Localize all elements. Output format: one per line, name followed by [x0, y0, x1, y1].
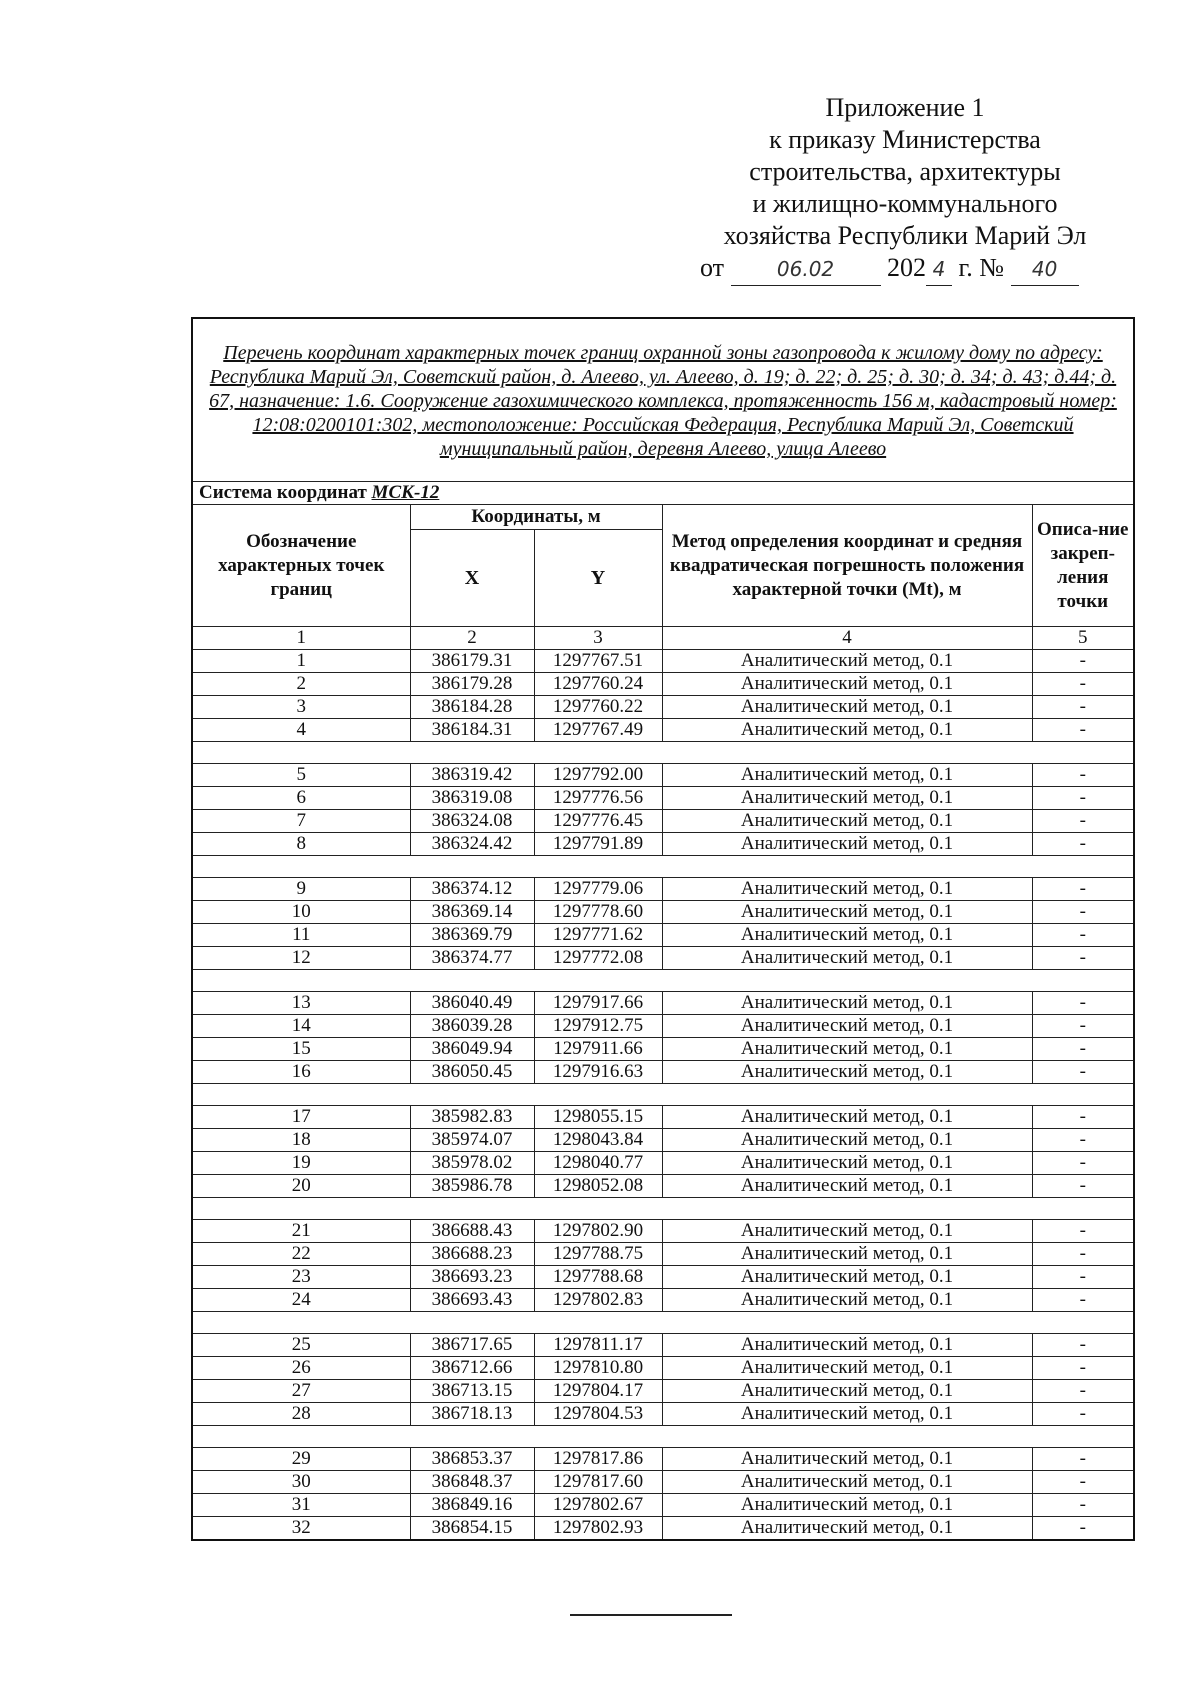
point-number-cell: 11: [192, 924, 410, 947]
column-number: 5: [1032, 627, 1134, 650]
x-coordinate-cell: 386718.13: [410, 1403, 534, 1426]
point-number-cell: 26: [192, 1357, 410, 1380]
x-coordinate-cell: 386319.08: [410, 787, 534, 810]
table-row: [192, 1289, 1134, 1312]
separator-cell: [192, 1312, 410, 1334]
x-coordinate-cell: 386717.65: [410, 1334, 534, 1357]
x-coordinate-cell: 385978.02: [410, 1152, 534, 1175]
handwritten-year-digit: 4: [926, 253, 952, 286]
separator-cell: [410, 970, 534, 992]
table-row: [192, 924, 1134, 947]
y-coordinate-cell: 1297804.17: [534, 1380, 662, 1403]
y-coordinate-cell: 1297917.66: [534, 992, 662, 1015]
method-cell: Аналитический метод, 0.1: [662, 1243, 1032, 1266]
point-number-cell: 24: [192, 1289, 410, 1312]
x-coordinate-cell: 386712.66: [410, 1357, 534, 1380]
description-cell: -: [1032, 764, 1134, 787]
table-row: [192, 1448, 1134, 1471]
table-row: [192, 878, 1134, 901]
method-cell: Аналитический метод, 0.1: [662, 1357, 1032, 1380]
separator-cell: [192, 856, 410, 878]
point-number-cell: 22: [192, 1243, 410, 1266]
x-coordinate-cell: 386693.43: [410, 1289, 534, 1312]
separator-cell: [534, 1198, 662, 1220]
x-coordinate-cell: 386853.37: [410, 1448, 534, 1471]
x-coordinate-cell: 385974.07: [410, 1129, 534, 1152]
y-coordinate-cell: 1297817.60: [534, 1471, 662, 1494]
description-cell: -: [1032, 992, 1134, 1015]
method-cell: Аналитический метод, 0.1: [662, 764, 1032, 787]
separator-cell: [192, 1084, 410, 1106]
separator-cell: [410, 742, 534, 764]
point-number-cell: 19: [192, 1152, 410, 1175]
header-method: Метод определения координат и средняя квадратическая погрешность положения характерной точки (Mt), м: [662, 505, 1032, 627]
method-cell: Аналитический метод, 0.1: [662, 787, 1032, 810]
x-coordinate-cell: 385982.83: [410, 1106, 534, 1129]
method-cell: Аналитический метод, 0.1: [662, 1403, 1032, 1426]
separator-cell: [410, 1426, 534, 1448]
y-coordinate-cell: 1298055.15: [534, 1106, 662, 1129]
point-number-cell: 25: [192, 1334, 410, 1357]
y-coordinate-cell: 1297776.45: [534, 810, 662, 833]
description-cell: -: [1032, 1403, 1134, 1426]
point-number-cell: 18: [192, 1129, 410, 1152]
separator-cell: [662, 1198, 1032, 1220]
appendix-header: [690, 92, 1120, 286]
handwritten-date: 06.02: [731, 253, 881, 286]
column-number: 4: [662, 627, 1032, 650]
table-row: [192, 1243, 1134, 1266]
y-coordinate-cell: 1297767.51: [534, 650, 662, 673]
separator-cell: [410, 856, 534, 878]
x-coordinate-cell: 386713.15: [410, 1380, 534, 1403]
table-row: [192, 1129, 1134, 1152]
group-separator-row: [192, 970, 1134, 992]
method-cell: Аналитический метод, 0.1: [662, 947, 1032, 970]
x-coordinate-cell: 386050.45: [410, 1061, 534, 1084]
method-cell: Аналитический метод, 0.1: [662, 1061, 1032, 1084]
table-row: [192, 1061, 1134, 1084]
point-number-cell: 10: [192, 901, 410, 924]
description-cell: -: [1032, 1471, 1134, 1494]
point-number-cell: 16: [192, 1061, 410, 1084]
method-cell: Аналитический метод, 0.1: [662, 696, 1032, 719]
y-coordinate-cell: 1297772.08: [534, 947, 662, 970]
description-cell: -: [1032, 1448, 1134, 1471]
table-row: [192, 787, 1134, 810]
method-cell: Аналитический метод, 0.1: [662, 1471, 1032, 1494]
method-cell: Аналитический метод, 0.1: [662, 992, 1032, 1015]
x-coordinate-cell: 386849.16: [410, 1494, 534, 1517]
table-row: [192, 901, 1134, 924]
method-cell: Аналитический метод, 0.1: [662, 833, 1032, 856]
separator-cell: [192, 742, 410, 764]
separator-cell: [410, 1084, 534, 1106]
table-row: [192, 1517, 1134, 1541]
method-cell: Аналитический метод, 0.1: [662, 924, 1032, 947]
separator-cell: [1032, 856, 1134, 878]
description-cell: -: [1032, 650, 1134, 673]
point-number-cell: 13: [192, 992, 410, 1015]
point-number-cell: 5: [192, 764, 410, 787]
description-cell: -: [1032, 1106, 1134, 1129]
coordinate-system-label: Система координат: [199, 482, 367, 503]
y-coordinate-cell: 1298052.08: [534, 1175, 662, 1198]
ministry-line-3: хозяйства Республики Марий Эл: [723, 221, 1087, 250]
description-cell: -: [1032, 1494, 1134, 1517]
x-coordinate-cell: 385986.78: [410, 1175, 534, 1198]
description-cell: -: [1032, 1517, 1134, 1541]
y-coordinate-cell: 1297779.06: [534, 878, 662, 901]
method-cell: Аналитический метод, 0.1: [662, 1106, 1032, 1129]
separator-cell: [534, 742, 662, 764]
coordinates-table: [191, 317, 1135, 1541]
table-row: [192, 1334, 1134, 1357]
separator-cell: [192, 1198, 410, 1220]
method-cell: Аналитический метод, 0.1: [662, 1175, 1032, 1198]
separator-cell: [534, 1084, 662, 1106]
point-number-cell: 8: [192, 833, 410, 856]
header-coordinates: Координаты, м: [410, 505, 662, 530]
separator-cell: [662, 970, 1032, 992]
header-description: Описа-ние закреп-ления точки: [1032, 505, 1134, 627]
x-coordinate-cell: 386693.23: [410, 1266, 534, 1289]
description-cell: -: [1032, 1015, 1134, 1038]
table-row: [192, 1357, 1134, 1380]
separator-cell: [1032, 1426, 1134, 1448]
x-coordinate-cell: 386324.42: [410, 833, 534, 856]
description-cell: -: [1032, 696, 1134, 719]
method-cell: Аналитический метод, 0.1: [662, 1220, 1032, 1243]
order-line: к приказу Министерства: [769, 125, 1041, 154]
point-number-cell: 14: [192, 1015, 410, 1038]
description-cell: -: [1032, 1289, 1134, 1312]
separator-cell: [1032, 970, 1134, 992]
point-number-cell: 15: [192, 1038, 410, 1061]
y-coordinate-cell: 1297817.86: [534, 1448, 662, 1471]
x-coordinate-cell: 386688.43: [410, 1220, 534, 1243]
separator-cell: [1032, 742, 1134, 764]
method-cell: Аналитический метод, 0.1: [662, 1289, 1032, 1312]
point-number-cell: 2: [192, 673, 410, 696]
y-coordinate-cell: 1297802.90: [534, 1220, 662, 1243]
method-cell: Аналитический метод, 0.1: [662, 901, 1032, 924]
footer-divider: [570, 1614, 732, 1616]
table-row: [192, 719, 1134, 742]
point-number-cell: 6: [192, 787, 410, 810]
y-coordinate-cell: 1297811.17: [534, 1334, 662, 1357]
y-coordinate-cell: 1297912.75: [534, 1015, 662, 1038]
point-number-cell: 31: [192, 1494, 410, 1517]
table-row: [192, 833, 1134, 856]
y-coordinate-cell: 1297792.00: [534, 764, 662, 787]
table-row: [192, 1015, 1134, 1038]
method-cell: Аналитический метод, 0.1: [662, 650, 1032, 673]
point-number-cell: 3: [192, 696, 410, 719]
description-cell: -: [1032, 673, 1134, 696]
column-number: 2: [410, 627, 534, 650]
x-coordinate-cell: 386369.14: [410, 901, 534, 924]
table-row: [192, 1220, 1134, 1243]
method-cell: Аналитический метод, 0.1: [662, 1517, 1032, 1541]
ministry-line-2: и жилищно-коммунального: [752, 189, 1058, 218]
x-coordinate-cell: 386854.15: [410, 1517, 534, 1541]
point-number-cell: 4: [192, 719, 410, 742]
separator-cell: [534, 856, 662, 878]
point-number-cell: 28: [192, 1403, 410, 1426]
point-number-cell: 9: [192, 878, 410, 901]
group-separator-row: [192, 1426, 1134, 1448]
group-separator-row: [192, 742, 1134, 764]
description-cell: -: [1032, 1175, 1134, 1198]
x-coordinate-cell: 386848.37: [410, 1471, 534, 1494]
point-number-cell: 23: [192, 1266, 410, 1289]
x-coordinate-cell: 386179.31: [410, 650, 534, 673]
description-cell: -: [1032, 878, 1134, 901]
number-prefix: г. №: [958, 253, 1005, 282]
separator-cell: [662, 1084, 1032, 1106]
y-coordinate-cell: 1297804.53: [534, 1403, 662, 1426]
x-coordinate-cell: 386179.28: [410, 673, 534, 696]
description-cell: -: [1032, 1129, 1134, 1152]
header-x: X: [410, 530, 534, 627]
coordinate-system: [192, 482, 1134, 505]
description-cell: -: [1032, 924, 1134, 947]
description-cell: -: [1032, 1243, 1134, 1266]
method-cell: Аналитический метод, 0.1: [662, 1494, 1032, 1517]
x-coordinate-cell: 386049.94: [410, 1038, 534, 1061]
point-number-cell: 30: [192, 1471, 410, 1494]
method-cell: Аналитический метод, 0.1: [662, 1152, 1032, 1175]
method-cell: Аналитический метод, 0.1: [662, 1038, 1032, 1061]
separator-cell: [534, 1426, 662, 1448]
ministry-line-1: строительства, архитектуры: [749, 157, 1061, 186]
x-coordinate-cell: 386040.49: [410, 992, 534, 1015]
description-cell: -: [1032, 719, 1134, 742]
table-row: [192, 1152, 1134, 1175]
y-coordinate-cell: 1297788.68: [534, 1266, 662, 1289]
header-point-designation: Обозначение характерных точек границ: [192, 505, 410, 627]
description-cell: -: [1032, 1266, 1134, 1289]
table-row: [192, 810, 1134, 833]
year-prefix: 202: [887, 253, 927, 282]
date-prefix: от: [700, 253, 725, 282]
description-cell: -: [1032, 1380, 1134, 1403]
y-coordinate-cell: 1297767.49: [534, 719, 662, 742]
y-coordinate-cell: 1297791.89: [534, 833, 662, 856]
y-coordinate-cell: 1297778.60: [534, 901, 662, 924]
separator-cell: [662, 1312, 1032, 1334]
coordinate-system-value: МСК-12: [371, 482, 440, 503]
y-coordinate-cell: 1297802.93: [534, 1517, 662, 1541]
point-number-cell: 1: [192, 650, 410, 673]
x-coordinate-cell: 386374.12: [410, 878, 534, 901]
point-number-cell: 12: [192, 947, 410, 970]
y-coordinate-cell: 1297760.24: [534, 673, 662, 696]
x-coordinate-cell: 386324.08: [410, 810, 534, 833]
description-cell: -: [1032, 1061, 1134, 1084]
y-coordinate-cell: 1297916.63: [534, 1061, 662, 1084]
point-number-cell: 21: [192, 1220, 410, 1243]
point-number-cell: 7: [192, 810, 410, 833]
description-cell: -: [1032, 1220, 1134, 1243]
separator-cell: [1032, 1198, 1134, 1220]
method-cell: Аналитический метод, 0.1: [662, 1448, 1032, 1471]
separator-cell: [662, 1426, 1032, 1448]
x-coordinate-cell: 386184.31: [410, 719, 534, 742]
table-row: [192, 1106, 1134, 1129]
point-number-cell: 17: [192, 1106, 410, 1129]
table-row: [192, 673, 1134, 696]
column-number: 1: [192, 627, 410, 650]
method-cell: Аналитический метод, 0.1: [662, 810, 1032, 833]
y-coordinate-cell: 1297911.66: [534, 1038, 662, 1061]
method-cell: Аналитический метод, 0.1: [662, 1129, 1032, 1152]
y-coordinate-cell: 1298040.77: [534, 1152, 662, 1175]
separator-cell: [534, 970, 662, 992]
table-row: [192, 1403, 1134, 1426]
point-number-cell: 32: [192, 1517, 410, 1541]
description-cell: -: [1032, 833, 1134, 856]
x-coordinate-cell: 386688.23: [410, 1243, 534, 1266]
table-row: [192, 696, 1134, 719]
separator-cell: [662, 856, 1032, 878]
separator-cell: [534, 1312, 662, 1334]
table-row: [192, 947, 1134, 970]
separator-cell: [410, 1198, 534, 1220]
table-caption: Перечень координат характерных точек границ охранной зоны газопровода к жилому дому по адресу: Республика Марий Эл, Советский район, д. Алеево, ул. Алеево, д. 19; д. 22; д. 25; д. 30; д. 34; д. 43; д.44; д. 67, назначение: 1.6. Сооружение газохимического комплекса, протяженность 156 м, кадастровый номер: 12:08:0200101:302, местоположение: Российская Федерация, Республика Марий Эл, Советский муниципальный район, деревня Алеево, улица Алеево: [192, 318, 1134, 482]
separator-cell: [410, 1312, 534, 1334]
y-coordinate-cell: 1297810.80: [534, 1357, 662, 1380]
table-row: [192, 1471, 1134, 1494]
x-coordinate-cell: 386369.79: [410, 924, 534, 947]
y-coordinate-cell: 1297788.75: [534, 1243, 662, 1266]
description-cell: -: [1032, 901, 1134, 924]
y-coordinate-cell: 1297802.67: [534, 1494, 662, 1517]
description-cell: -: [1032, 1334, 1134, 1357]
x-coordinate-cell: 386039.28: [410, 1015, 534, 1038]
description-cell: -: [1032, 1038, 1134, 1061]
y-coordinate-cell: 1297802.83: [534, 1289, 662, 1312]
separator-cell: [1032, 1312, 1134, 1334]
column-number-row: [192, 627, 1134, 650]
separator-cell: [662, 742, 1032, 764]
table-row: [192, 1175, 1134, 1198]
x-coordinate-cell: 386319.42: [410, 764, 534, 787]
header-y: Y: [534, 530, 662, 627]
point-number-cell: 29: [192, 1448, 410, 1471]
description-cell: -: [1032, 1357, 1134, 1380]
separator-cell: [1032, 1084, 1134, 1106]
handwritten-order-number: 40: [1011, 253, 1079, 286]
table-row: [192, 1266, 1134, 1289]
method-cell: Аналитический метод, 0.1: [662, 878, 1032, 901]
x-coordinate-cell: 386374.77: [410, 947, 534, 970]
table-row: [192, 992, 1134, 1015]
method-cell: Аналитический метод, 0.1: [662, 1334, 1032, 1357]
x-coordinate-cell: 386184.28: [410, 696, 534, 719]
description-cell: -: [1032, 1152, 1134, 1175]
table-row: [192, 1380, 1134, 1403]
table-row: [192, 1038, 1134, 1061]
table-row: [192, 764, 1134, 787]
column-number: 3: [534, 627, 662, 650]
group-separator-row: [192, 1312, 1134, 1334]
separator-cell: [192, 1426, 410, 1448]
method-cell: Аналитический метод, 0.1: [662, 1015, 1032, 1038]
point-number-cell: 27: [192, 1380, 410, 1403]
group-separator-row: [192, 1084, 1134, 1106]
order-date-line: [690, 252, 1120, 286]
y-coordinate-cell: 1297760.22: [534, 696, 662, 719]
method-cell: Аналитический метод, 0.1: [662, 1266, 1032, 1289]
point-number-cell: 20: [192, 1175, 410, 1198]
description-cell: -: [1032, 947, 1134, 970]
y-coordinate-cell: 1297776.56: [534, 787, 662, 810]
table-row: [192, 1494, 1134, 1517]
group-separator-row: [192, 1198, 1134, 1220]
method-cell: Аналитический метод, 0.1: [662, 719, 1032, 742]
y-coordinate-cell: 1298043.84: [534, 1129, 662, 1152]
description-cell: -: [1032, 787, 1134, 810]
method-cell: Аналитический метод, 0.1: [662, 1380, 1032, 1403]
y-coordinate-cell: 1297771.62: [534, 924, 662, 947]
method-cell: Аналитический метод, 0.1: [662, 673, 1032, 696]
separator-cell: [192, 970, 410, 992]
group-separator-row: [192, 856, 1134, 878]
table-row: [192, 650, 1134, 673]
description-cell: -: [1032, 810, 1134, 833]
appendix-title: Приложение 1: [825, 93, 985, 122]
